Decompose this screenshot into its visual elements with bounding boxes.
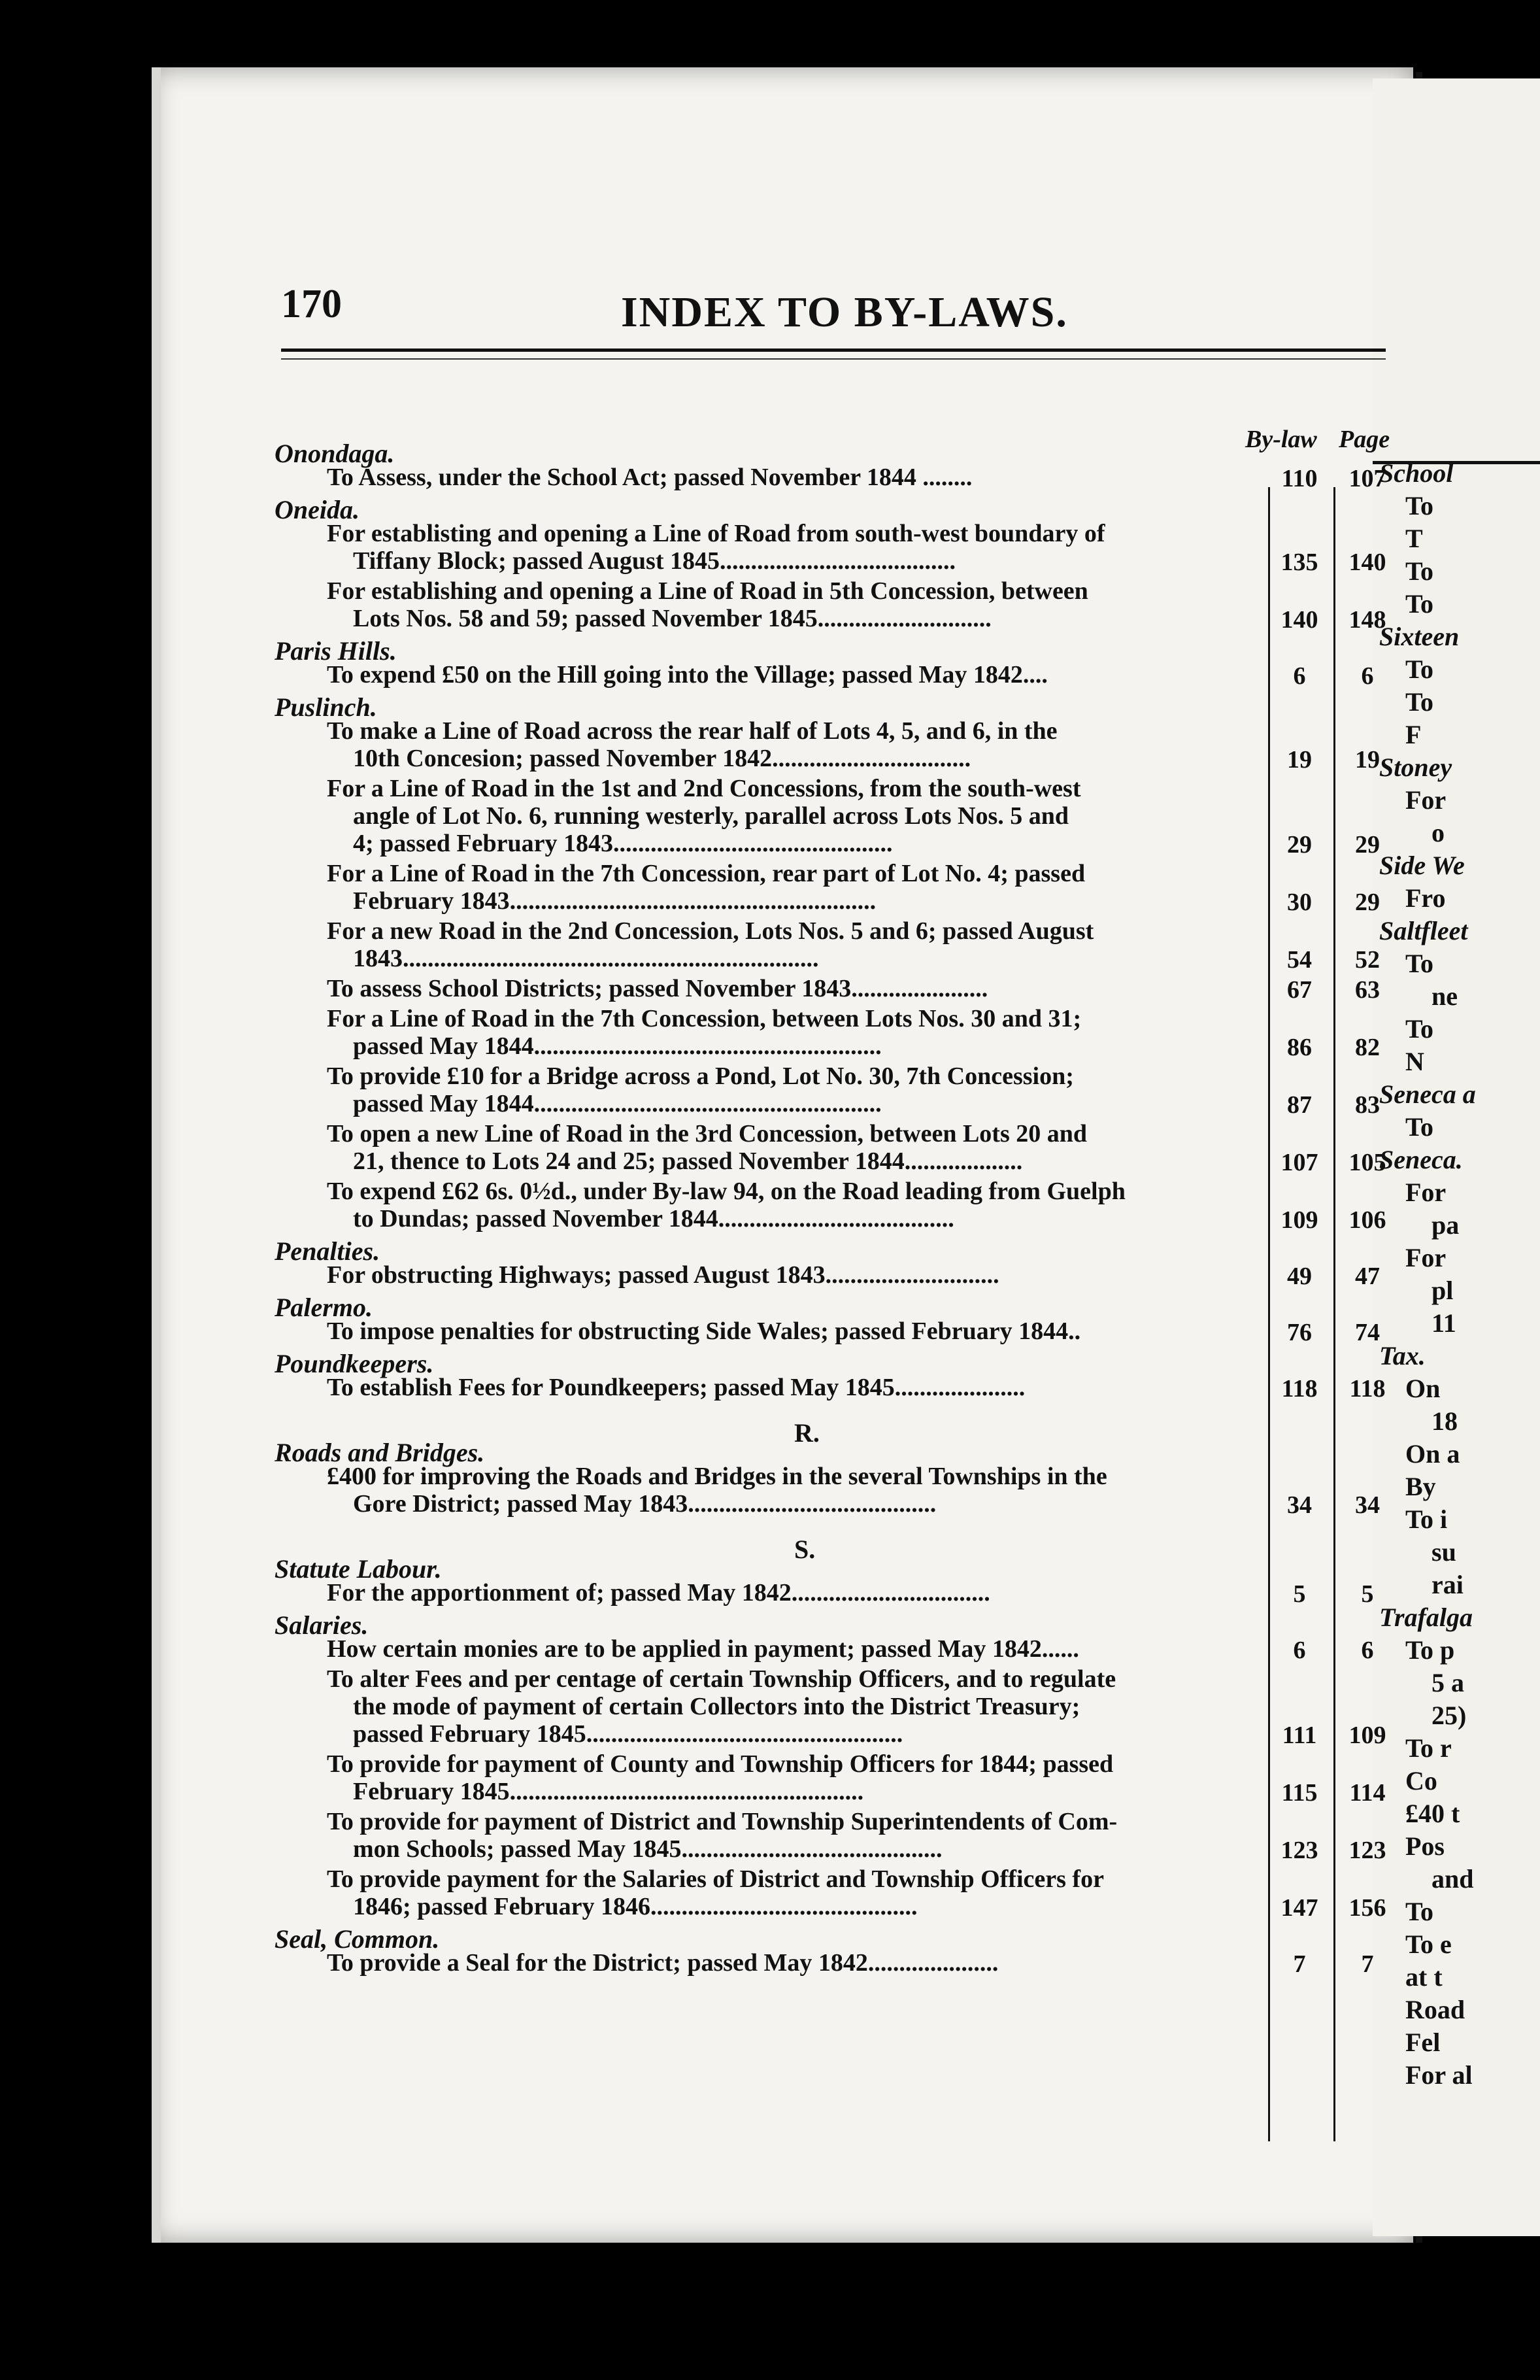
right-page-text: To [1405,687,1434,717]
index-entry-line: passed May 1844........................................................ [353,1033,882,1059]
right-page-text: su [1431,1537,1456,1567]
right-page-text: Side We [1379,851,1465,880]
page-reference: 29 [1355,831,1380,858]
right-page-text: By [1405,1472,1436,1501]
right-page-text: To [1405,1014,1434,1044]
index-entry-line: To provide payment for the Salaries of District and Township Officers for [327,1866,1104,1892]
right-page-text: Fro [1405,883,1446,913]
right-page-text: For [1405,785,1447,815]
index-entry-line: For obstructing Highways; passed August 1843............................ [327,1262,999,1288]
index-category: Roads and Bridges. [275,1438,485,1467]
index-category: Penalties. [275,1236,380,1266]
bylaw-number: 19 [1287,746,1312,774]
index-category: Oneida. [275,495,360,524]
right-page-text: 18 [1431,1406,1458,1436]
index-entry-line: 21, thence to Lots 24 and 25; passed November 1844................... [353,1148,1023,1174]
bylaw-number: 6 [1293,1637,1306,1664]
page-reference: 47 [1355,1263,1380,1290]
index-entry-line: How certain monies are to be applied in payment; passed May 1842...... [327,1636,1079,1662]
index-entry-line: Gore District; passed May 1843........................................ [353,1491,937,1517]
page-edge [152,67,161,2243]
bylaw-number: 87 [1287,1091,1312,1119]
page-title: INDEX TO BY-LAWS. [621,288,1068,336]
page-reference: 52 [1355,946,1380,974]
bylaw-number: 147 [1281,1894,1318,1922]
index-category: Puslinch. [275,692,377,722]
index-entry-line: For establishing and opening a Line of Road in 5th Concession, between [327,578,1088,604]
index-entry-line: Tiffany Block; passed August 1845...................................... [353,548,956,574]
right-page-text: To i [1405,1504,1448,1534]
bylaw-number: 76 [1287,1319,1312,1346]
page-reference: 29 [1355,889,1380,916]
right-page-text: On a [1405,1439,1460,1469]
right-page-text: o [1431,818,1445,847]
bylaw-number: 109 [1281,1206,1318,1234]
right-page-text: To [1405,1112,1434,1142]
column-divider-right [1333,487,1335,2141]
right-page-text: To [1405,949,1434,978]
right-page-text: pl [1431,1276,1454,1305]
index-entry-line: passed May 1844........................................................ [353,1091,882,1117]
index-entry-line: To open a new Line of Road in the 3rd Concession, between Lots 20 and [327,1121,1088,1147]
bylaw-number: 140 [1281,606,1318,634]
index-entry-line: To expend £50 on the Hill going into the Village; passed May 1842.... [327,662,1048,688]
index-entry-line: February 1843........................................................... [353,888,877,914]
index-letter-heading: S. [794,1535,816,1564]
right-page-text: Fel [1405,2028,1441,2057]
page-reference: 83 [1355,1091,1380,1119]
page-reference: 74 [1355,1319,1380,1346]
right-page-text: School [1379,458,1454,488]
right-page-text: 5 a [1431,1668,1464,1697]
right-page-text: N [1405,1047,1424,1076]
bylaw-number: 135 [1281,549,1318,576]
right-page-text: Seneca. [1379,1145,1463,1174]
right-page-text: and [1431,1864,1474,1894]
bylaw-number: 107 [1281,1149,1318,1176]
right-page-fragment [1373,78,1540,2236]
index-entry-line: To Assess, under the School Act; passed November 1844 ........ [327,464,973,490]
index-entry-line: To provide for payment of County and Township Officers for 1844; passed [327,1751,1114,1777]
page-reference: 34 [1355,1491,1380,1519]
index-entry-line: February 1845......................................................... [353,1778,864,1805]
index-entry-line: For a Line of Road in the 7th Concession, between Lots Nos. 30 and 31; [327,1006,1082,1032]
right-page-text: Pos [1405,1831,1445,1861]
index-entry-line: 10th Concesion; passed November 1842................................ [353,745,971,772]
page-reference: 107 [1348,465,1386,492]
index-category: Seal, Common. [275,1924,440,1954]
page-reference: 6 [1361,1637,1374,1664]
index-entry-line: 1846; passed February 1846........................................... [353,1894,918,1920]
right-page-text: To [1405,1897,1434,1926]
bylaw-number: 6 [1293,662,1306,690]
page-number: 170 [281,282,342,326]
right-page-text: 11 [1431,1308,1456,1338]
page-reference: 123 [1348,1837,1386,1864]
index-category: Palermo. [275,1293,373,1322]
page-reference: 140 [1348,549,1386,576]
right-page-text: To e [1405,1930,1452,1959]
page-reference: 114 [1349,1779,1386,1807]
index-category: Onondaga. [275,439,395,468]
right-page-text: Saltfleet [1379,916,1468,945]
bylaw-number: 7 [1293,1950,1306,1978]
index-entry-line: angle of Lot No. 6, running westerly, parallel across Lots Nos. 5 and [353,803,1069,829]
index-entry-line: For a Line of Road in the 7th Concession, rear part of Lot No. 4; passed [327,860,1086,887]
bylaw-number: 49 [1287,1263,1312,1290]
page-reference: 105 [1348,1149,1386,1176]
page-reference: 109 [1348,1722,1386,1749]
right-page-text: On [1405,1374,1441,1403]
right-page-text: To [1405,589,1434,619]
right-page-text: For al [1405,2060,1473,2090]
bylaw-number: 111 [1282,1722,1317,1749]
right-page-text: Tax. [1379,1341,1426,1370]
right-page-text: pa [1431,1210,1460,1240]
index-entry-line: For a Line of Road in the 1st and 2nd Concessions, from the south-west [327,775,1081,802]
index-entry-line: For a new Road in the 2nd Concession, Lots Nos. 5 and 6; passed August [327,918,1094,944]
right-page-text: Road [1405,1995,1465,2024]
page-reference: 7 [1361,1950,1374,1978]
page-reference: 5 [1361,1580,1374,1608]
index-entry-line: passed February 1845................................................... [353,1721,903,1747]
right-page-text: T [1405,524,1423,553]
index-entry-line: to Dundas; passed November 1844...................................... [353,1206,954,1232]
page-column-heading: Page [1339,426,1390,453]
right-page-text: To [1405,654,1434,684]
bylaw-number: 5 [1293,1580,1306,1608]
index-entry-line: the mode of payment of certain Collectors into the District Treasury; [353,1693,1080,1720]
index-entry-line: 4; passed February 1843............................................. [353,830,893,857]
right-page-text: at t [1405,1962,1443,1992]
index-entry-line: To impose penalties for obstructing Side Wales; passed February 1844.. [327,1318,1081,1344]
right-page-text: rai [1431,1570,1464,1599]
right-page-text: To [1405,491,1434,520]
page-reference: 148 [1348,606,1386,634]
right-page-text: Co [1405,1766,1437,1795]
page-header [281,281,1392,340]
bylaw-number: 110 [1281,465,1318,492]
right-page-text: To [1405,556,1434,586]
right-page-text: For [1405,1178,1447,1207]
index-entry-line: £400 for improving the Roads and Bridges in the several Townships in the [327,1463,1107,1489]
right-page-text: To p [1405,1635,1455,1665]
right-page-text: ne [1431,981,1458,1011]
bylaw-number: 86 [1287,1034,1312,1061]
page-reference: 82 [1355,1034,1380,1061]
index-category: Poundkeepers. [275,1349,434,1378]
bylaw-number: 115 [1281,1779,1318,1807]
index-entry-line: To assess School Districts; passed November 1843...................... [327,976,988,1002]
page-reference: 118 [1349,1375,1386,1402]
bylaw-number: 67 [1287,976,1312,1004]
right-page-text: Seneca a [1379,1080,1476,1109]
page-reference: 63 [1355,976,1380,1004]
bylaw-number: 34 [1287,1491,1312,1519]
page-reference: 6 [1361,662,1374,690]
index-category: Paris Hills. [275,636,397,666]
page-reference: 19 [1355,746,1380,774]
index-entry-line: For establisting and opening a Line of Road from south-west boundary of [327,520,1105,547]
index-entry-line: To make a Line of Road across the rear half of Lots 4, 5, and 6, in the [327,718,1058,744]
index-entry-line: To establish Fees for Poundkeepers; passed May 1845..................... [327,1374,1026,1401]
right-page-text: To r [1405,1733,1452,1763]
index-entry-line: To provide a Seal for the District; passed May 1842..................... [327,1950,999,1976]
index-entry-line: Lots Nos. 58 and 59; passed November 1845............................ [353,605,992,632]
page-reference: 156 [1348,1894,1386,1922]
index-entry-line: To alter Fees and per centage of certain Township Officers, and to regulate [327,1666,1116,1692]
header-rule-thin [281,358,1386,360]
index-entry-line: To provide £10 for a Bridge across a Pond, Lot No. 30, 7th Concession; [327,1063,1074,1089]
index-category: Salaries. [275,1610,369,1640]
bylaw-number: 123 [1281,1837,1318,1864]
index-letter-heading: R. [794,1418,820,1448]
index-entry-line: To provide for payment of District and Township Superintendents of Com- [327,1809,1118,1835]
header-rule [281,348,1386,352]
right-page-text: For [1405,1243,1447,1272]
index-entry-line: 1843................................................................... [353,945,819,972]
bylaw-column-heading: By-law [1245,426,1317,453]
index-entry-line: mon Schools; passed May 1845.......................................... [353,1836,943,1862]
right-page-text: F [1405,720,1422,749]
index-category: Statute Labour. [275,1554,442,1584]
bylaw-number: 54 [1287,946,1312,974]
page-reference: 106 [1348,1206,1386,1234]
right-page-text: Stoney [1379,753,1452,782]
bylaw-number: 30 [1287,889,1312,916]
bylaw-number: 29 [1287,831,1312,858]
index-entry-line: For the apportionment of; passed May 1842................................ [327,1580,990,1606]
right-page-text: £40 t [1405,1799,1460,1828]
right-page-text: 25) [1431,1701,1467,1730]
right-page-text: Trafalga [1379,1603,1473,1632]
right-page-text: Sixteen [1379,622,1460,651]
bylaw-number: 118 [1281,1375,1318,1402]
index-entry-line: To expend £62 6s. 0½d., under By-law 94, on the Road leading from Guelph [327,1178,1126,1204]
